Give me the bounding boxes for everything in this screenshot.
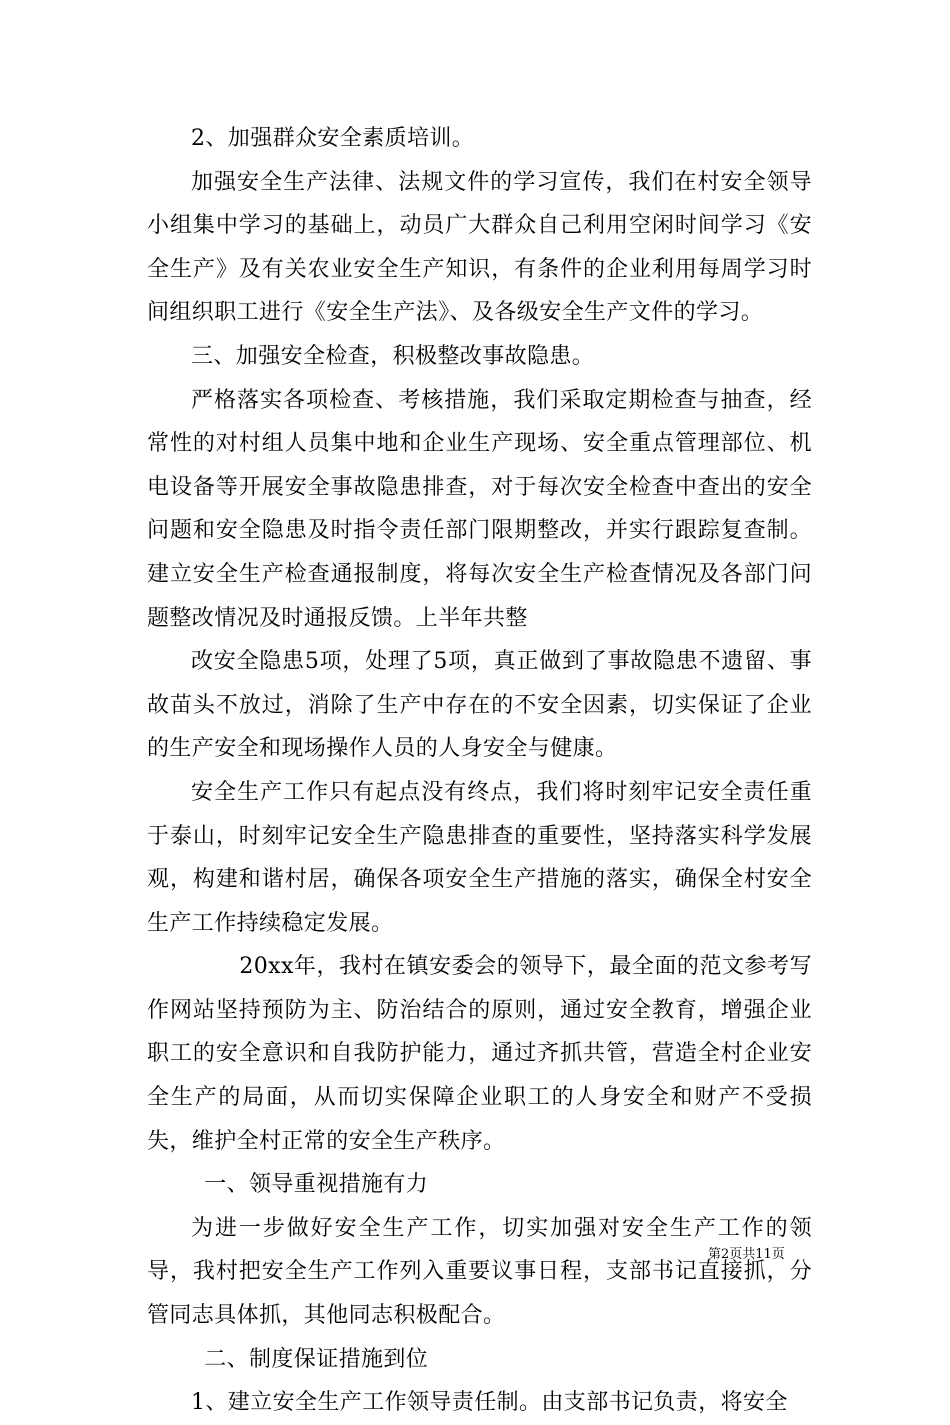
paragraph: 为进一步做好安全生产工作，切实加强对安全生产工作的领导，我村把安全生产工作列入重要议事日程，支部书记直接抓，分管同志具体抓，其他同志积极配合。 (147, 1215, 812, 1329)
paragraph: 20xx年，我村在镇安委会的领导下，最全面的范文参考写作网站坚持预防为主、防治结合的原则，通过安全教育，增强企业职工的安全意识和自我防护能力，通过齐抓共管，营造全村企业安全生产的局面，从而切实保障企业职工的人身安全和财产不受损失，维护全村正常的安全生产秩序。 (147, 954, 812, 1154)
paragraph-subheading: 2、加强群众安全素质培训。 (191, 126, 475, 151)
page-number-footer: 第2页共11页 (708, 1247, 785, 1262)
paragraph: 1、建立安全生产工作领导责任制。由支部书记负责，将安全 (191, 1390, 788, 1416)
paragraph-section-heading: 二、制度保证措施到位 (204, 1346, 429, 1372)
paragraph-section-heading: 一、领导重视措施有力 (204, 1172, 429, 1198)
paragraph: 严格落实各项检查、考核措施，我们采取定期检查与抽查，经常性的对村组人员集中地和企业生产现场、安全重点管理部位、机电设备等开展安全事故隐患排查，对于每次安全检查中查出的安全问题和安全隐患及时指令责任部门限期整改，并实行跟踪复查制。建立安全生产检查通报制度，将每次安全生产检查情况及各部门问题整改情况及时通报反馈。上半年共整 (147, 387, 812, 631)
document-body (147, 117, 812, 1425)
paragraph: 改安全隐患5项，处理了5项，真正做到了事故隐患不遗留、事故苗头不放过，消除了生产中存在的不安全因素，切实保证了企业的生产安全和现场操作人员的人身安全与健康。 (147, 649, 812, 762)
paragraph: 安全生产工作只有起点没有终点，我们将时刻牢记安全责任重于泰山，时刻牢记安全生产隐患排查的重要性，坚持落实科学发展观，构建和谐村居，确保各项安全生产措施的落实，确保全村安全生产工作持续稳定发展。 (147, 779, 812, 936)
paragraph: 加强安全生产法律、法规文件的学习宣传，我们在村安全领导小组集中学习的基础上，动员广大群众自己利用空闲时间学习《安全生产》及有关农业安全生产知识，有条件的企业利用每周学习时间组织职工进行《安全生产法》、及各级安全生产文件的学习。 (147, 169, 812, 326)
paragraph-section-heading: 三、加强安全检查，积极整改事故隐患。 (191, 343, 595, 369)
